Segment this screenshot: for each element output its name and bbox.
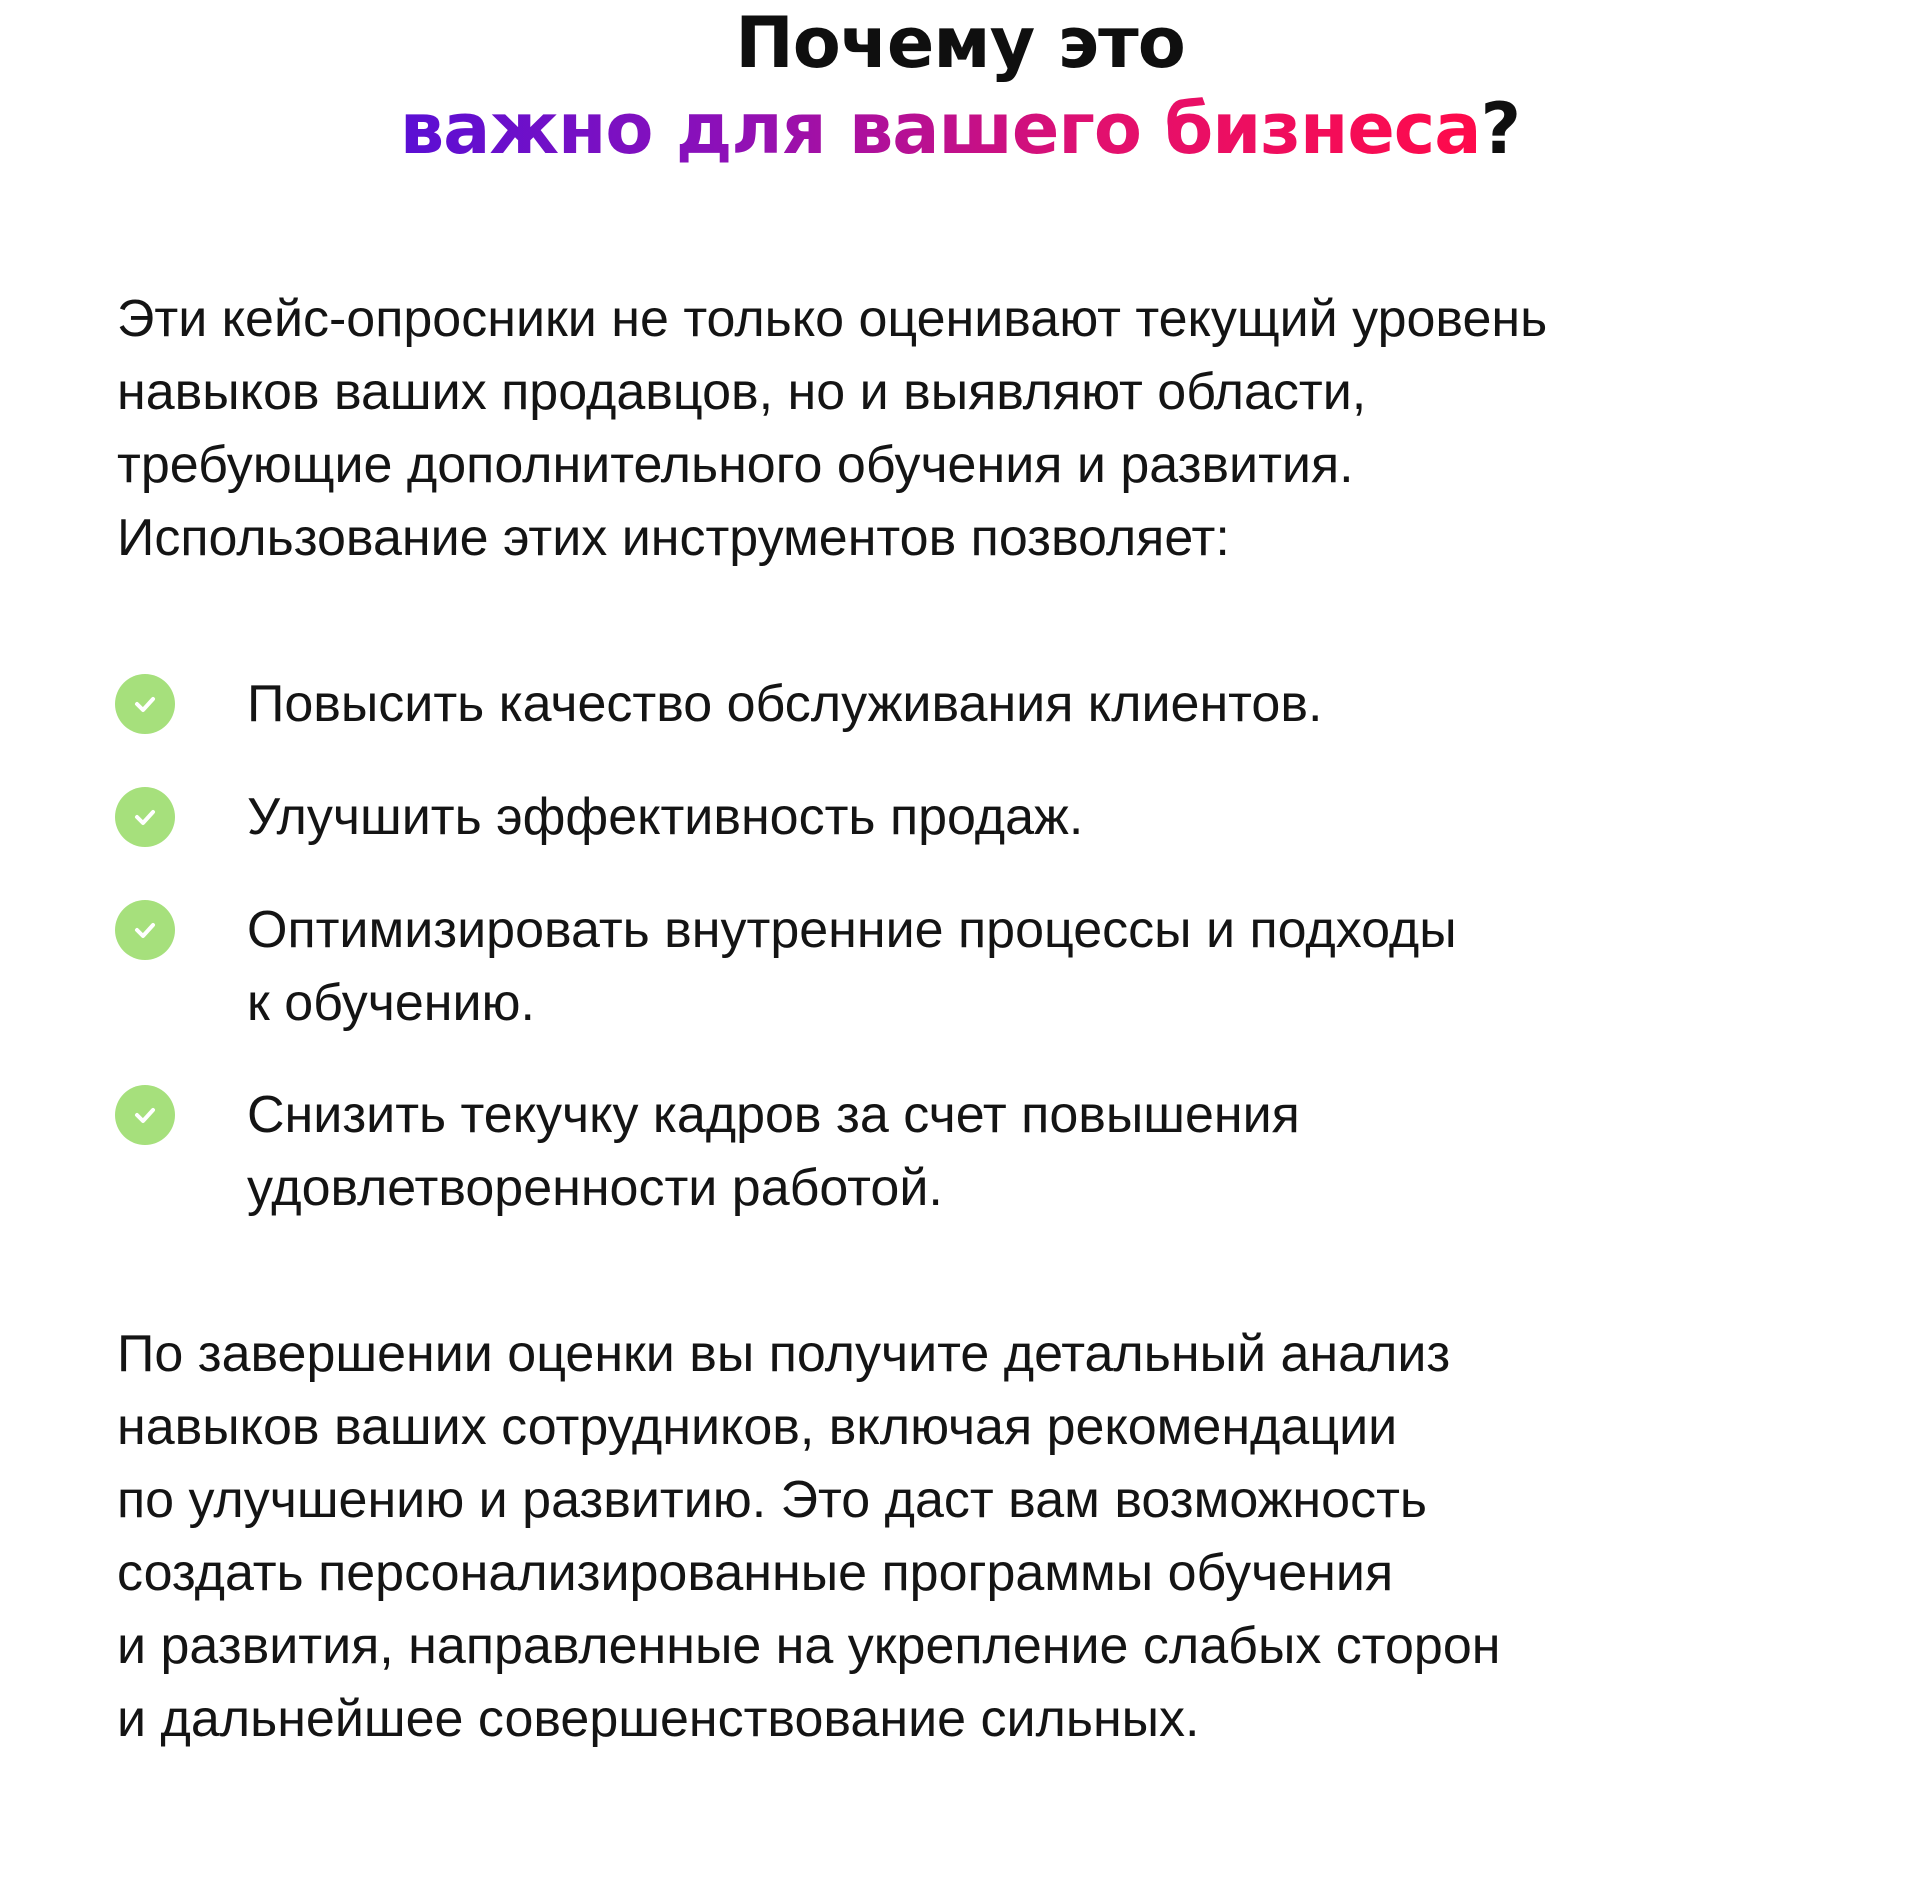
benefit-text bbox=[247, 668, 1322, 741]
benefit-line: Оптимизировать внутренние процессы и подходы bbox=[247, 901, 1457, 959]
check-icon bbox=[115, 787, 175, 847]
benefit-line: Снизить текучку кадров за счет повышения bbox=[247, 1086, 1300, 1144]
outro-line: по улучшению и развитию. Это даст вам возможность bbox=[117, 1471, 1427, 1529]
outro-line: создать персонализированные программы обучения bbox=[117, 1544, 1394, 1602]
check-icon bbox=[115, 900, 175, 960]
outro-paragraph bbox=[117, 1318, 1877, 1756]
benefit-text bbox=[247, 781, 1083, 854]
benefit-line: Повысить качество обслуживания клиентов. bbox=[247, 675, 1323, 733]
benefit-line: удовлетворенности работой. bbox=[247, 1159, 943, 1217]
benefit-line: к обучению. bbox=[247, 974, 535, 1032]
outro-line: и развития, направленные на укрепление слабых сторон bbox=[117, 1617, 1501, 1675]
benefit-text bbox=[247, 894, 1457, 1040]
heading-line-2 bbox=[0, 86, 1920, 172]
page-heading bbox=[0, 0, 1920, 172]
intro-line: требующие дополнительного обучения и развития. bbox=[117, 436, 1354, 494]
benefit-line: Улучшить эффективность продаж. bbox=[247, 788, 1084, 846]
heading-highlight: важно для вашего бизнеса bbox=[399, 88, 1481, 170]
intro-line: Использование этих инструментов позволяет: bbox=[117, 509, 1230, 567]
outro-line: и дальнейшее совершенствование сильных. bbox=[117, 1690, 1200, 1748]
outro-line: навыков ваших сотрудников, включая рекомендации bbox=[117, 1398, 1398, 1456]
check-icon bbox=[115, 1085, 175, 1145]
intro-paragraph bbox=[117, 283, 1877, 575]
intro-line: Эти кейс-опросники не только оценивают текущий уровень bbox=[117, 290, 1548, 348]
outro-line: По завершении оценки вы получите детальный анализ bbox=[117, 1325, 1451, 1383]
heading-line-1: Почему это bbox=[735, 2, 1185, 84]
intro-line: навыков ваших продавцов, но и выявляют области, bbox=[117, 363, 1367, 421]
heading-question-mark: ? bbox=[1480, 88, 1521, 170]
check-icon bbox=[115, 674, 175, 734]
benefit-text bbox=[247, 1079, 1300, 1225]
